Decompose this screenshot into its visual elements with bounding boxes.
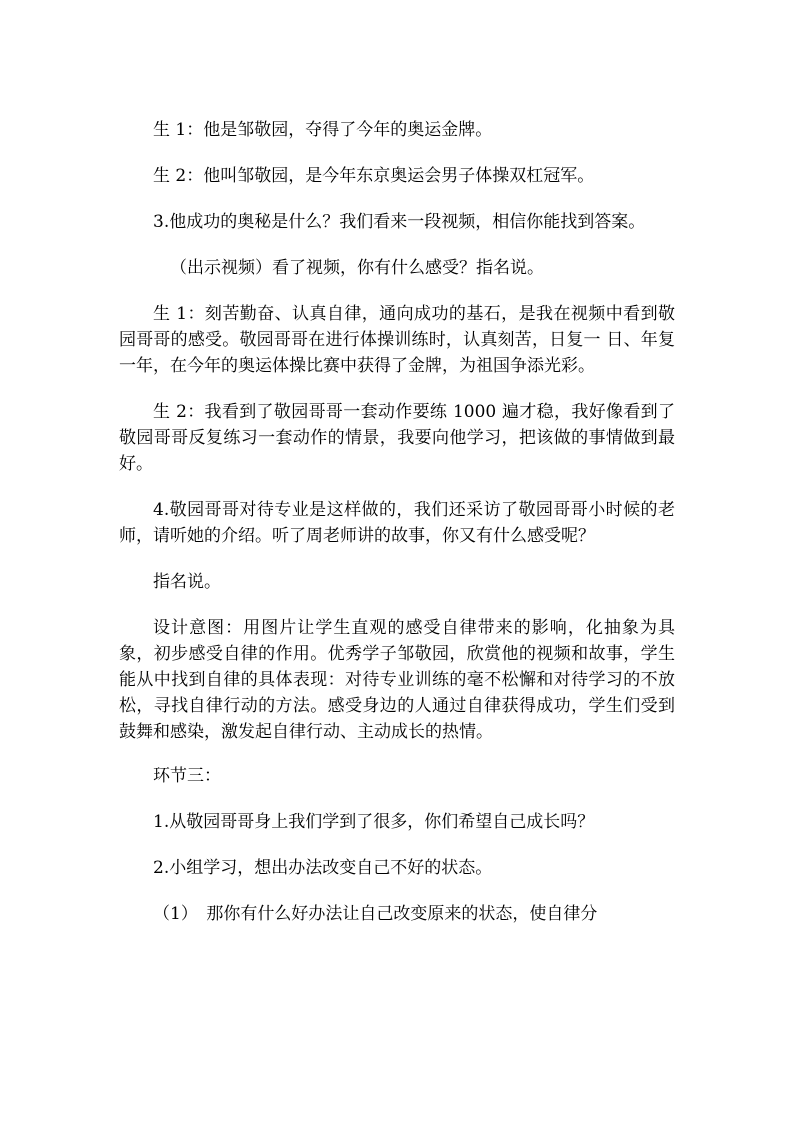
paragraph-step-2-sub-1: （1） 那你有什么好办法让自己改变原来的状态，使自律分 [153, 904, 598, 924]
paragraph-step-1: 1.从敬园哥哥身上我们学到了很多，你们希望自己成长吗？ [153, 812, 595, 832]
paragraph-design-intent: 设计意图：用图片让学生直观的感受自律带来的影响，化抽象为具象，初步感受自律的作用。优秀学子邹敬园，欣赏他的视频和故事，学生能从中找到自律的具体表现：对待专业训练的毫不松懈和对待学习的不放松，寻找自律行动的方法。感受身边的人通过自律获得成功，学生们受到鼓舞和感染，激发起自律行动、主动成长的热情。 [119, 618, 675, 742]
paragraph-question-4: 4.敬园哥哥对待专业是这样做的，我们还采访了敬园哥哥小时候的老师，请听她的介绍。听了周老师讲的故事，你又有什么感受呢？ [119, 500, 675, 546]
paragraph-step-2: 2.小组学习，想出办法改变自己不好的状态。 [153, 858, 493, 878]
paragraph-show-video: （出示视频）看了视频，你有什么感受？指名说。 [170, 258, 544, 278]
paragraph-student2-feeling: 生 2：我看到了敬园哥哥一套动作要练 1000 遍才稳，我好像看到了敬园哥哥反复练习一套动作的情景，我要向他学习，把该做的事情做到最好。 [119, 402, 675, 474]
paragraph-question-3: 3.他成功的奥秘是什么？我们看来一段视频，相信你能找到答案。 [153, 212, 646, 232]
paragraph-student1-answer: 生 1：他是邹敬园，夺得了今年的奥运金牌。 [153, 120, 493, 140]
paragraph-student2-answer: 生 2：他叫邹敬园，是今年东京奥运会男子体操双杠冠军。 [153, 166, 595, 186]
document-body [119, 117, 675, 947]
paragraph-name-call: 指名说。 [153, 572, 221, 592]
paragraph-student1-feeling: 生 1：刻苦勤奋、认真自律，通向成功的基石，是我在视频中看到敬园哥哥的感受。敬园哥哥在进行体操训练时，认真刻苦，日复一 日、年复一年，在今年的奥运体操比赛中获得了金牌，为祖国争添光彩。 [119, 304, 675, 376]
section-heading-part3: 环节三： [153, 766, 221, 786]
